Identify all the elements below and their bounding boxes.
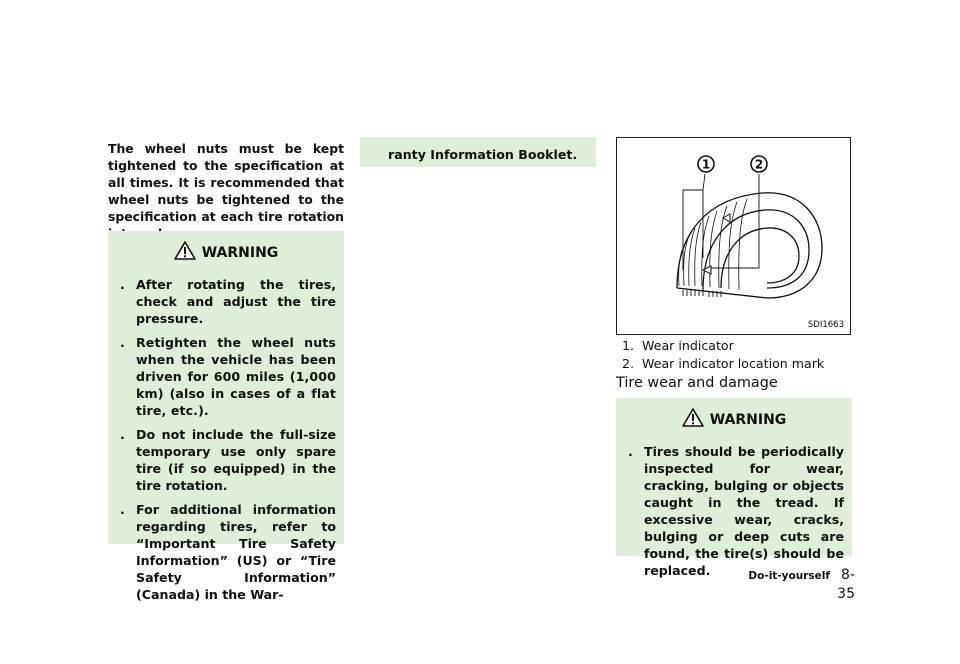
wheel-nuts-paragraph: The wheel nuts must be kept tightened to the specification at all times. It is recommended that wheel nuts be tightened to the specification at each tire rotation xyxy=(108,141,344,224)
caption-item: 1. Wear indicator xyxy=(621,338,734,353)
warning-triangle-icon xyxy=(174,241,196,264)
tire-figure xyxy=(616,137,851,335)
warning-item: . After rotating the tires, check and adjust the tire pressure. xyxy=(120,277,336,326)
caption-text: Wear indicator xyxy=(642,338,734,353)
callout-1-icon xyxy=(698,156,714,172)
warning-item: . For additional information regarding tires, refer to “Important Tire Safety Information” (US) or “Tire Safety Information” (Canada) in the War- xyxy=(120,502,336,602)
warning-item: . Retighten the wheel nuts when the vehicle has been driven for 600 miles (1,000 km) (also in cases of a flat tire, etc.). xyxy=(120,335,336,418)
right-warning-header xyxy=(616,408,852,431)
left-warning-list xyxy=(108,276,344,603)
warning-item: . Tires should be periodically inspected for wear, cracking, bulging or objects caught in the tread. If excessive wear, cracks, bulging or deep cuts are found, the tire(s) should be replaced. xyxy=(628,444,844,578)
warning-item-text: Retighten the wheel nuts when the vehicle has been driven for 600 miles (1,000 km) (also in cases of a flat tire, etc.). xyxy=(136,335,336,418)
caption-item: 2. Wear indicator location mark xyxy=(621,356,825,371)
warning-item-text: Do not include the full-size temporary use only spare tire (if so equipped) in the tire rotation. xyxy=(136,427,336,493)
svg-text:1: 1 xyxy=(701,157,711,172)
left-warning-header xyxy=(108,241,344,264)
svg-text:2: 2 xyxy=(754,157,764,172)
tire-wear-diagram xyxy=(617,138,850,334)
warning-item-text: For additional information regarding tires, refer to “Important Tire Safety Information” (US) or “Tire Safety Information” (Canada) in the War- xyxy=(136,502,336,602)
caption-text: Wear indicator location mark xyxy=(642,356,825,371)
page-footer xyxy=(735,564,855,602)
right-warning-list xyxy=(616,443,852,579)
tire-wear-heading: Tire wear and damage xyxy=(616,375,778,391)
warning-triangle-icon xyxy=(682,408,704,431)
figure-code: SDI1663 xyxy=(807,320,844,330)
warning-item-text: Tires should be periodically inspected for wear, cracking, bulging or objects caught in the tread. If excessive wear, cracks, bulging or deep cuts are found, the tire(s) should be replaced. xyxy=(644,444,844,578)
left-column xyxy=(108,140,344,242)
footer-page-number: 8-35 xyxy=(837,567,855,602)
footer-section: Do-it-yourself xyxy=(748,570,830,582)
callout-2-icon xyxy=(751,156,767,172)
middle-warning-continuation xyxy=(360,137,596,167)
left-warning-box xyxy=(108,231,344,602)
warning-item: . Do not include the full-size temporary use only spare tire (if so equipped) in the tire rotation. xyxy=(120,427,336,493)
right-warning-title: WARNING xyxy=(709,411,787,428)
left-warning-title: WARNING xyxy=(201,244,279,261)
figure-captions xyxy=(620,337,860,373)
continuation-text: ranty Information Booklet. xyxy=(388,147,578,162)
warning-item-text: After rotating the tires, check and adjust the tire pressure. xyxy=(136,277,336,326)
